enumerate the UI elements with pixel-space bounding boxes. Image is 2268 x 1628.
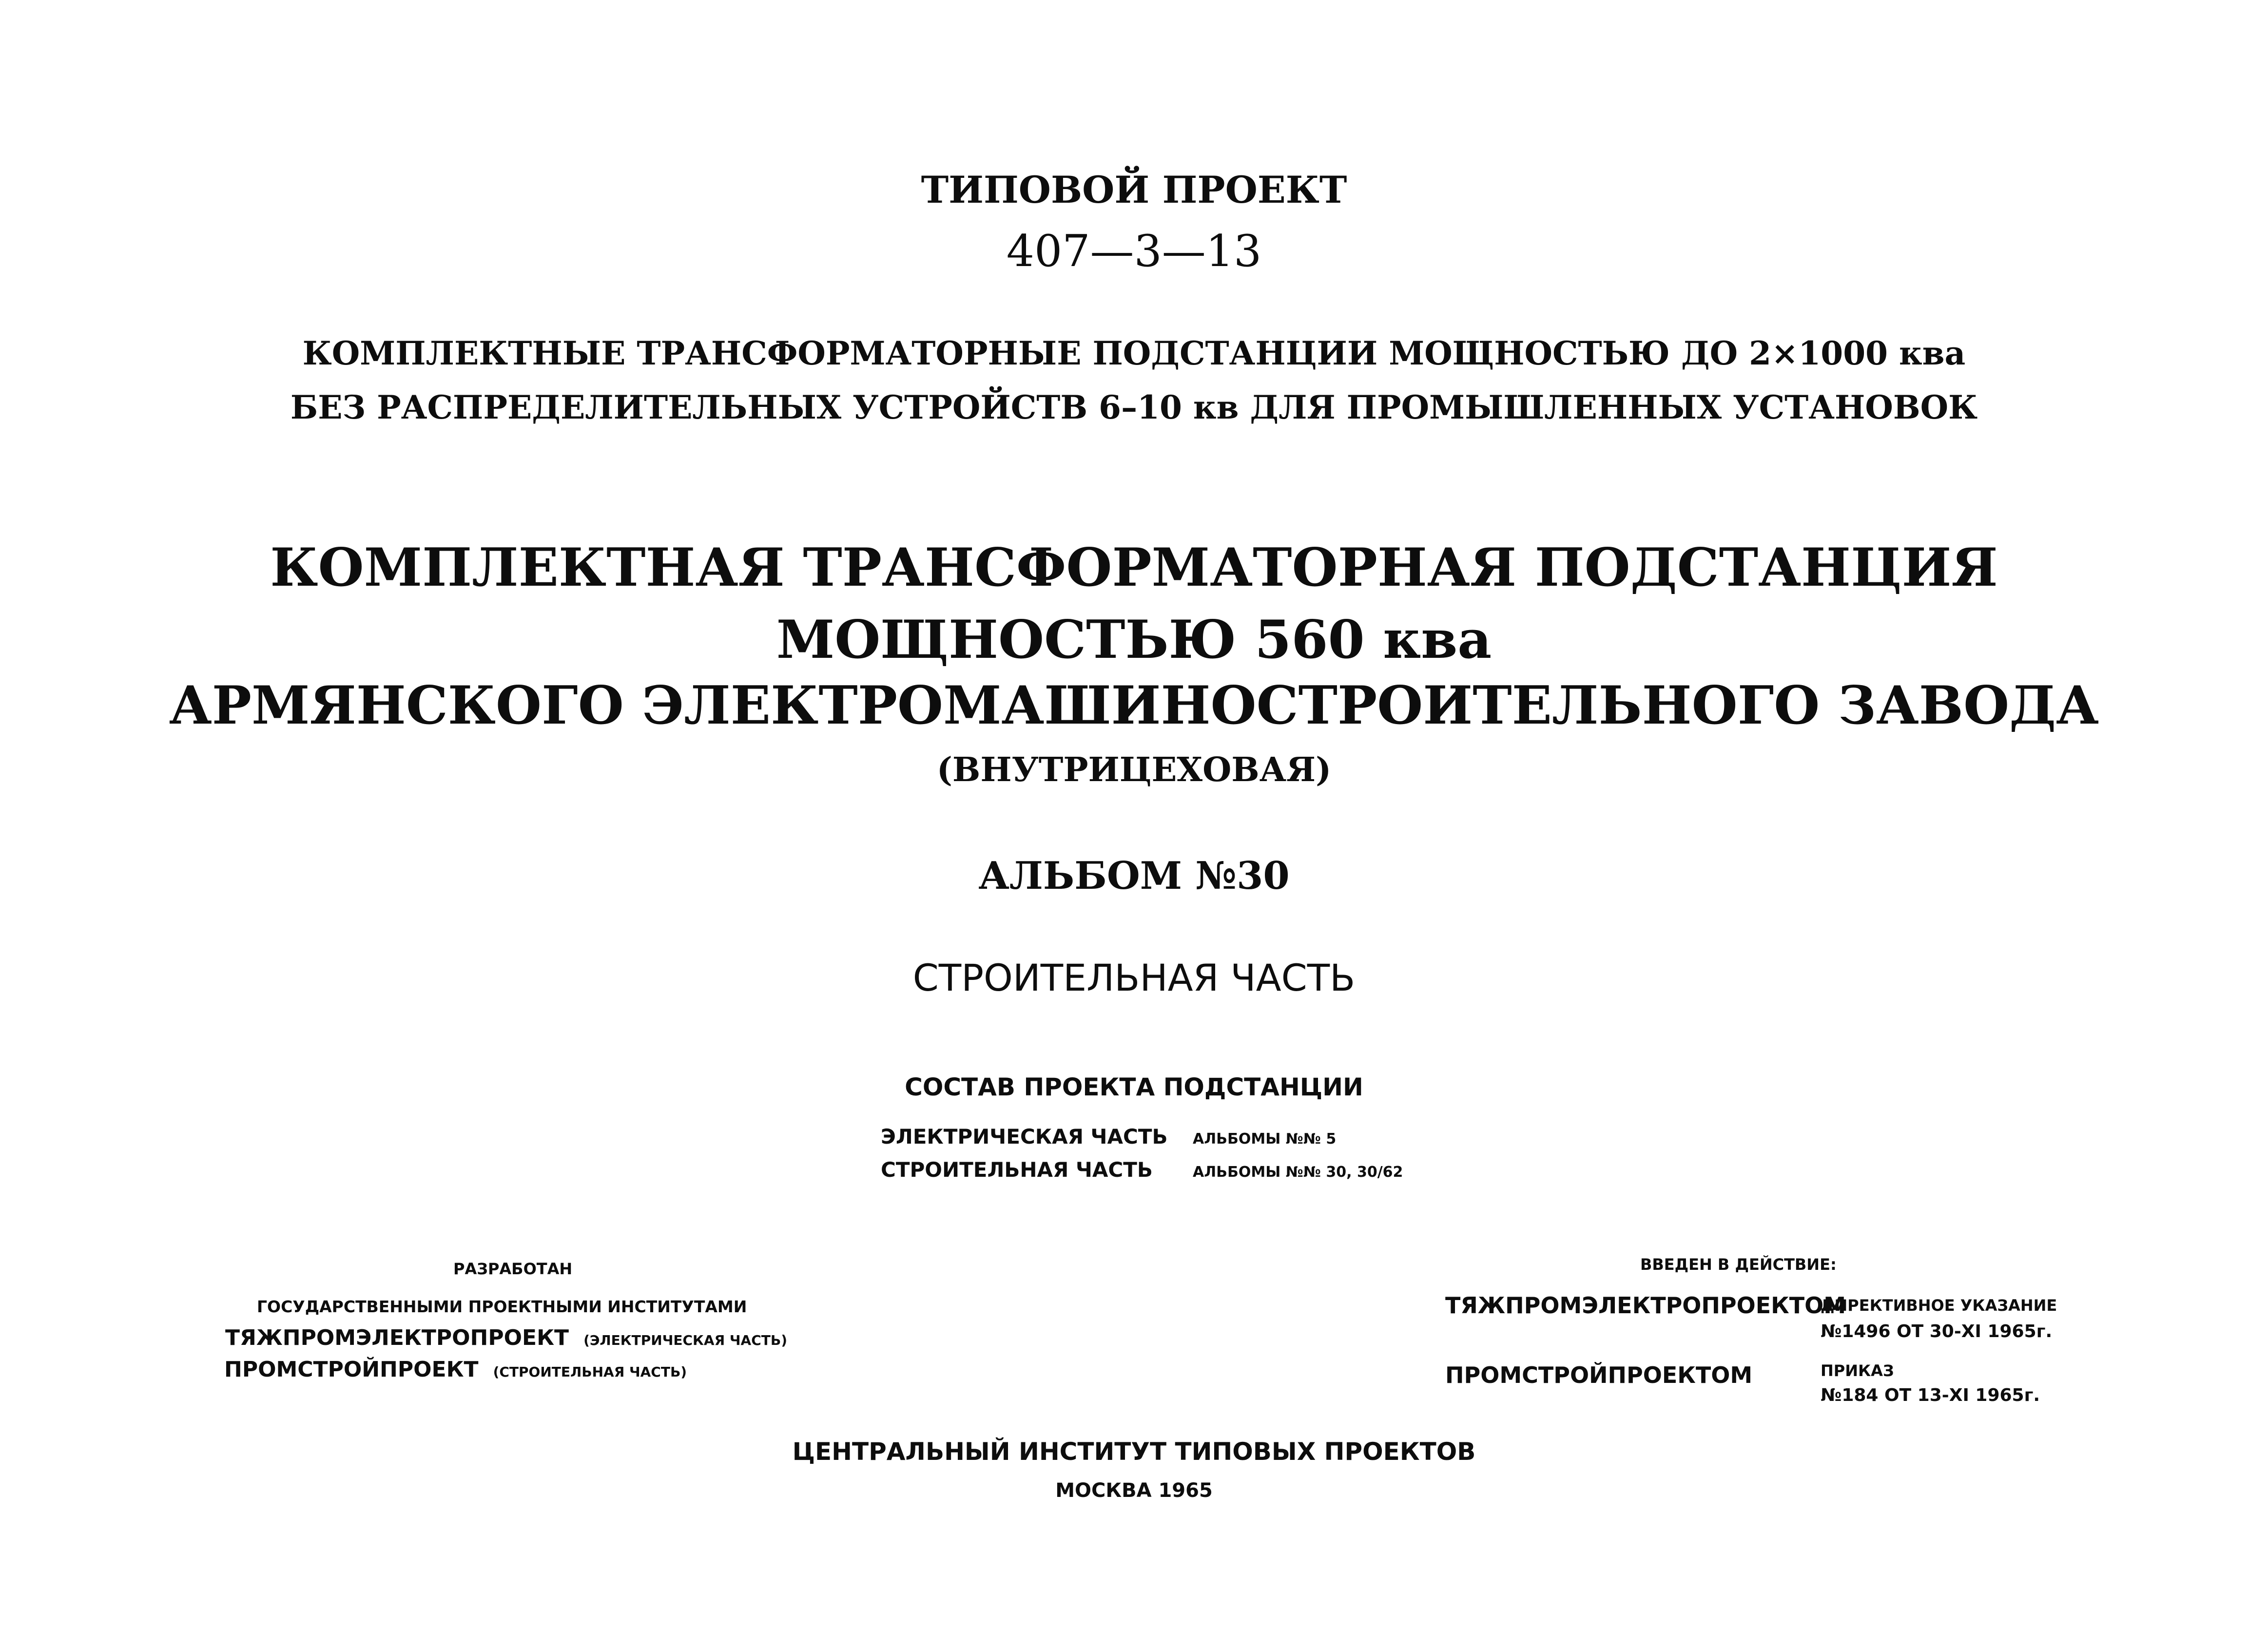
main-title-line-3: АРМЯНСКОГО ЭЛЕКТРОМАШИНОСТРОИТЕЛЬНОГО ЗАВОДА [169,675,2099,736]
developer-org-1-note: (ЭЛЕКТРИЧЕСКАЯ ЧАСТЬ) [583,1332,787,1348]
introduced-org-2: ПРОМСТРОЙПРОЕКТОМ [1445,1362,1753,1388]
introduced-doc-1: ДИРЕКТИВНОЕ УКАЗАНИЕ [1821,1296,2057,1315]
main-title-line-1: КОМПЛЕКТНАЯ ТРАНСФОРМАТОРНАЯ ПОДСТАНЦИЯ [270,537,1998,598]
series-title-line-1: КОМПЛЕКТНЫЕ ТРАНСФОРМАТОРНЫЕ ПОДСТАНЦИИ МОЩНОСТЬЮ ДО 2×1000 ква [302,334,1966,372]
developer-org-1 [225,1325,787,1350]
developer-org-2 [224,1357,687,1382]
publisher-name: ЦЕНТРАЛЬНЫЙ ИНСТИТУТ ТИПОВЫХ ПРОЕКТОВ [792,1437,1476,1466]
composition-row [881,1125,1336,1149]
main-title-line-2: МОЩНОСТЬЮ 560 ква [776,609,1492,670]
composition-row-value: АЛЬБОМЫ №№ 30, 30/62 [1193,1164,1403,1181]
series-title-line-2: БЕЗ РАСПРЕДЕЛИТЕЛЬНЫХ УСТРОЙСТВ 6–10 кв ДЛЯ ПРОМЫШЛЕННЫХ УСТАНОВОК [290,388,1978,426]
project-number: 407—3—13 [1006,226,1262,277]
album-number: АЛЬБОМ №30 [978,854,1290,898]
part-title: СТРОИТЕЛЬНАЯ ЧАСТЬ [912,956,1356,999]
developer-org-1-name: ТЯЖПРОМЭЛЕКТРОПРОЕКТ [225,1325,569,1350]
composition-row [881,1158,1403,1182]
composition-row-label: ЭЛЕКТРИЧЕСКАЯ ЧАСТЬ [881,1125,1168,1149]
introduced-label: ВВЕДЕН В ДЕЙСТВИЕ: [1640,1255,1837,1274]
document-type-heading: ТИПОВОЙ ПРОЕКТ [921,168,1347,211]
publisher-city-year: МОСКВА 1965 [1055,1479,1213,1502]
introduced-org-1: ТЯЖПРОМЭЛЕКТРОПРОЕКТОМ [1445,1292,1846,1319]
developed-by-label: РАЗРАБОТАН [453,1260,573,1278]
introduced-num-2: №184 ОТ 13-XI 1965г. [1821,1385,2040,1405]
main-title-line-4: (ВНУТРИЦЕХОВАЯ) [936,750,1332,789]
developer-org-2-note: (СТРОИТЕЛЬНАЯ ЧАСТЬ) [493,1364,687,1380]
developed-by-institutes: ГОСУДАРСТВЕННЫМИ ПРОЕКТНЫМИ ИНСТИТУТАМИ [257,1297,747,1316]
composition-title: СОСТАВ ПРОЕКТА ПОДСТАНЦИИ [905,1073,1363,1101]
composition-row-label: СТРОИТЕЛЬНАЯ ЧАСТЬ [881,1158,1153,1182]
composition-row-value: АЛЬБОМЫ №№ 5 [1193,1130,1337,1148]
developer-org-2-name: ПРОМСТРОЙПРОЕКТ [224,1357,479,1382]
introduced-doc-2: ПРИКАЗ [1821,1361,1894,1380]
introduced-num-1: №1496 ОТ 30-XI 1965г. [1821,1322,2053,1341]
